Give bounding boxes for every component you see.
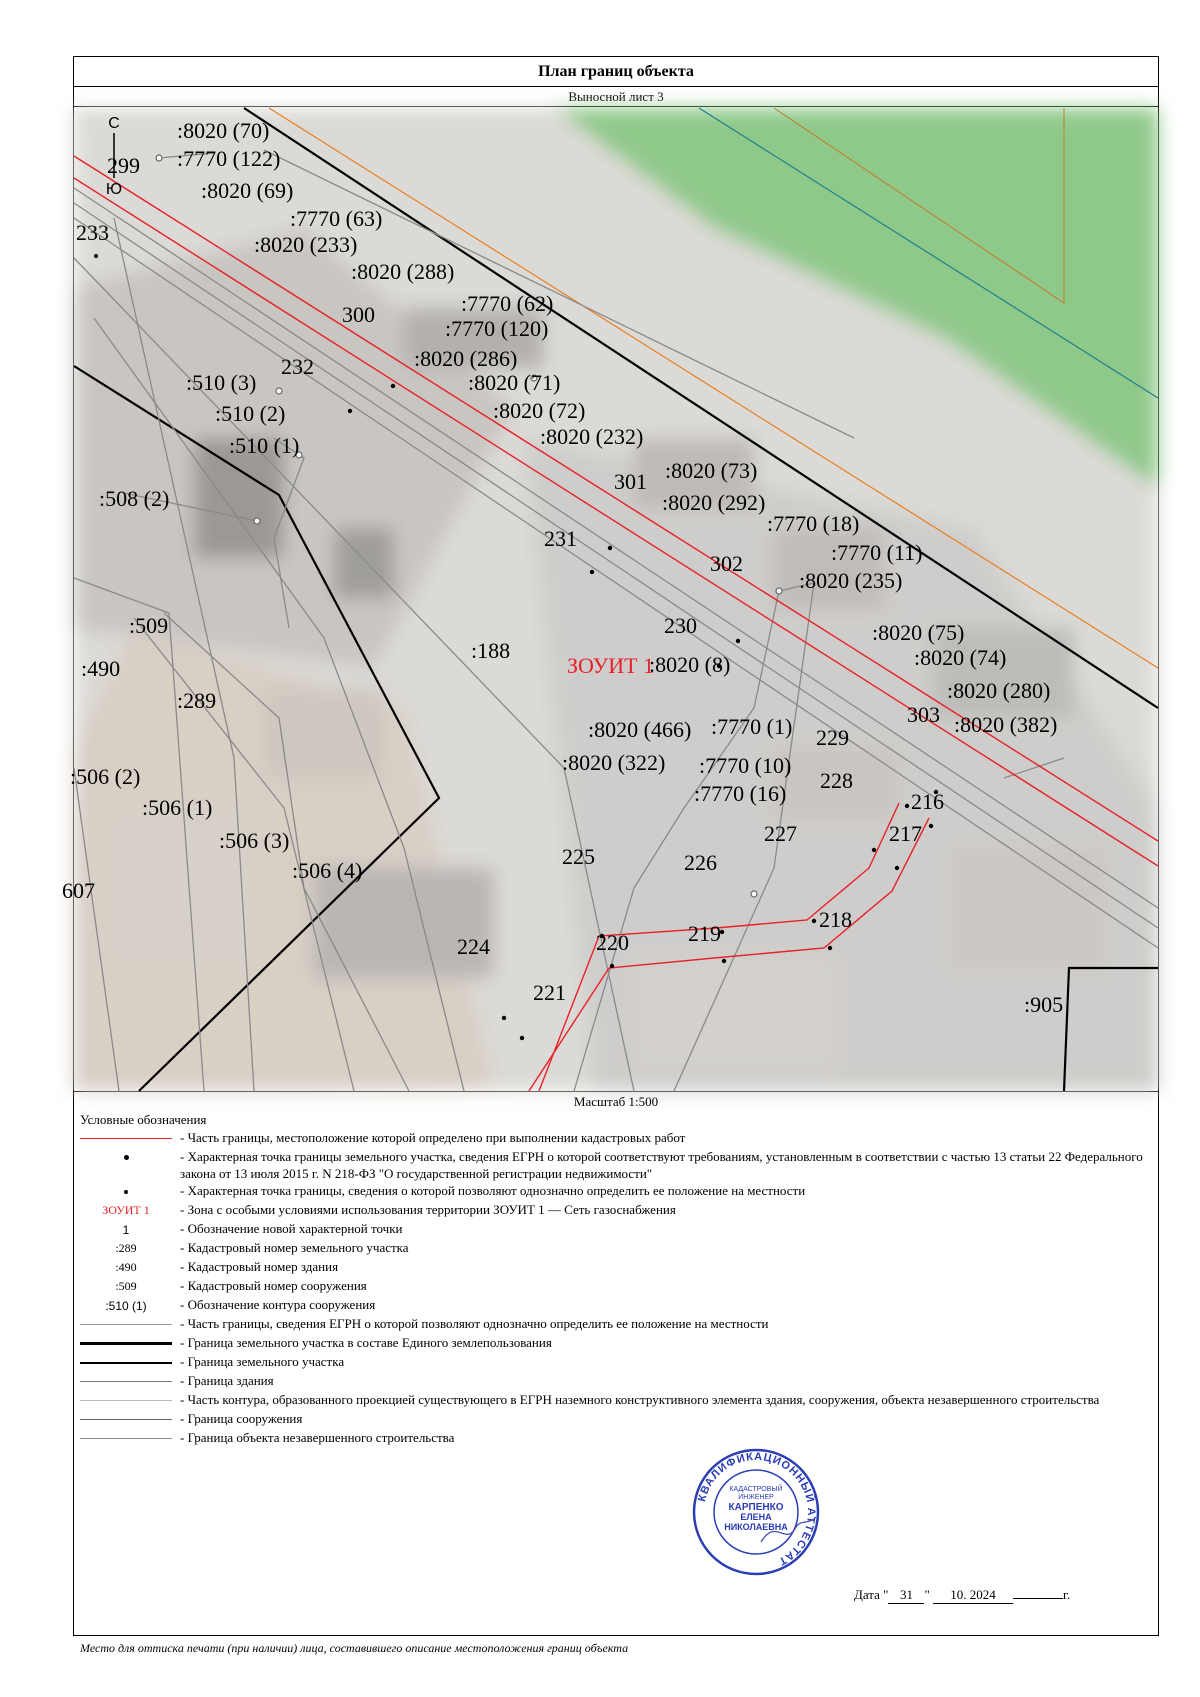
- map-label: 300: [342, 302, 375, 327]
- legend-text: - Кадастровый номер земельного участка: [180, 1240, 409, 1255]
- legend-item: [78, 1353, 1154, 1372]
- legend-symbol-structure-line: [78, 1410, 174, 1429]
- legend-text: - Граница земельного участка в составе Единого землепользования: [180, 1335, 552, 1350]
- date-month-year: 10. 2024: [933, 1587, 1013, 1604]
- legend-item: [78, 1220, 1154, 1239]
- legend-text: - Граница объекта незавершенного строительства: [180, 1430, 455, 1445]
- legend-text: - Граница здания: [180, 1373, 274, 1388]
- map-label: :7770 (120): [445, 316, 549, 341]
- map-label: 219: [688, 921, 721, 946]
- south-label: Ю: [105, 181, 123, 198]
- map-label: :510 (1): [229, 433, 300, 458]
- legend-item: [78, 1372, 1154, 1391]
- legend-symbol-black-line: [78, 1353, 174, 1372]
- map-label: 233: [76, 220, 109, 245]
- footnote: Место для оттиска печати (при наличии) лица, составившего описание местоположения границ объекта: [80, 1641, 629, 1655]
- map-label: :7770 (62): [461, 291, 554, 316]
- legend-symbol-building-number: :490: [115, 1260, 137, 1274]
- map-label: 227: [764, 821, 797, 846]
- map-label: :905: [1024, 992, 1064, 1017]
- page-title: План границ объекта: [74, 57, 1158, 87]
- map-label: 301: [614, 469, 647, 494]
- map-label: :188: [471, 638, 511, 663]
- legend-text: - Граница сооружения: [180, 1411, 303, 1426]
- legend-symbol-structure-number: :509: [115, 1279, 137, 1293]
- map-label: :510 (3): [186, 370, 257, 395]
- legend-text: - Зона с особыми условиями использования территории ЗОУИТ 1 — Сеть газоснабжения: [180, 1202, 676, 1217]
- zone-label: ЗОУИТ 1: [567, 653, 655, 678]
- legend-symbol-small-dot: [78, 1182, 174, 1201]
- map-label: :7770 (1): [711, 714, 793, 739]
- map-label: :7770 (122): [177, 146, 281, 171]
- legend-text: - Обозначение новой характерной точки: [180, 1221, 403, 1236]
- stamp-line: ИНЖЕНЕР: [738, 1494, 774, 1501]
- legend-text: - Часть контура, образованного проекцией существующего в ЕГРН наземного конструктивного элемента здания, сооружения, объекта незавершенного строительства: [180, 1392, 1100, 1407]
- map-label: :8020 (466): [588, 717, 692, 742]
- legend-symbol-parcel-number: :289: [115, 1241, 137, 1255]
- stamp-line: НИКОЛАЕВНА: [724, 1522, 788, 1532]
- map-label: :8020 (73): [665, 458, 758, 483]
- map-label: :8020 (71): [468, 370, 561, 395]
- legend-symbol-point-number: 1: [122, 1222, 130, 1237]
- legend-item: [78, 1315, 1154, 1334]
- date-blank: [1013, 1598, 1063, 1599]
- map-area[interactable]: [62, 108, 1158, 1092]
- legend-symbol-unfinished-line: [78, 1429, 174, 1448]
- map-label: 224: [457, 934, 490, 959]
- map-label: :506 (1): [142, 795, 213, 820]
- map-label: :8020 (233): [254, 232, 358, 257]
- map-label: :506 (3): [219, 828, 290, 853]
- map-label: :8020 (70): [177, 118, 270, 143]
- legend-item: [78, 1182, 1154, 1201]
- legend-text: - Характерная точка границы, сведения о которой позволяют однозначно определить ее положение на местности: [180, 1183, 806, 1198]
- legend-text: - Часть границы, местоположение которой определено при выполнении кадастровых работ: [180, 1130, 686, 1145]
- legend-item: [78, 1148, 1154, 1182]
- map-label: :8020 (74): [914, 645, 1007, 670]
- legend-text: - Граница земельного участка: [180, 1354, 345, 1369]
- legend-symbol-thick-black-line: [78, 1334, 174, 1353]
- legend-symbol-zone: ЗОУИТ 1: [102, 1203, 150, 1217]
- map-label: :7770 (16): [694, 781, 787, 806]
- legend-item: [78, 1201, 1154, 1220]
- date-prefix: Дата ": [854, 1587, 889, 1602]
- map-label: :506 (4): [292, 858, 363, 883]
- map-label: 299: [107, 153, 140, 178]
- map-label: :7770 (18): [767, 511, 860, 536]
- map-label: 225: [562, 844, 595, 869]
- map-label: 230: [664, 613, 697, 638]
- map-label: :8020 (232): [540, 424, 644, 449]
- legend-item: [78, 1258, 1154, 1277]
- legend-symbol-contour: :510 (1): [105, 1298, 147, 1313]
- map-label: :8020 (280): [947, 678, 1051, 703]
- map-label: :8020 (288): [351, 259, 455, 284]
- legend-text: - Кадастровый номер здания: [180, 1259, 339, 1274]
- legend-symbol-contour-line: [78, 1391, 174, 1410]
- map-label: 217: [889, 821, 922, 846]
- map-label: :7770 (63): [290, 206, 383, 231]
- page-subtitle: Выносной лист 3: [74, 87, 1158, 107]
- map-label: :8020 (8): [649, 652, 731, 677]
- legend-item: [78, 1391, 1154, 1410]
- map-label: 228: [820, 768, 853, 793]
- legend-text: - Характерная точка границы земельного участка, сведения ЕГРН о которой соответствуют требованиям, установленным в соответствии с частью 13 статьи 22 Федерального закона от 13 июля 2015 г. N 218-ФЗ "О государственной регистрации недвижимости": [180, 1149, 1143, 1181]
- map-label: 303: [907, 702, 940, 727]
- map-label: 218: [819, 907, 852, 932]
- legend-item: [78, 1277, 1154, 1296]
- map-label: 232: [281, 354, 314, 379]
- map-label: 231: [544, 526, 577, 551]
- date-line: [854, 1587, 1070, 1604]
- legend-text: - Часть границы, сведения ЕГРН о которой позволяют однозначно определить ее положение на местности: [180, 1316, 769, 1331]
- legend-item: [78, 1296, 1154, 1315]
- legend-title: Условные обозначения: [80, 1112, 207, 1127]
- map-label: :510 (2): [215, 401, 286, 426]
- map-label: :8020 (72): [493, 398, 586, 423]
- legend: [78, 1129, 1154, 1448]
- map-label: :8020 (292): [662, 490, 766, 515]
- map-label: :8020 (235): [799, 568, 903, 593]
- date-mid: ": [924, 1587, 930, 1602]
- map-label: :8020 (75): [872, 620, 965, 645]
- legend-item: [78, 1239, 1154, 1258]
- scale-label: Масштаб 1:500: [573, 1094, 659, 1109]
- legend-text: - Обозначение контура сооружения: [180, 1297, 376, 1312]
- map-label: :289: [177, 688, 217, 713]
- map-label: :490: [81, 656, 121, 681]
- legend-item: [78, 1410, 1154, 1429]
- legend-symbol-building-line: [78, 1372, 174, 1391]
- map-label: :7770 (10): [699, 753, 792, 778]
- map-label: :8020 (322): [562, 750, 666, 775]
- date-suffix: г.: [1063, 1587, 1071, 1602]
- map-label: :8020 (286): [414, 346, 518, 371]
- map-label: :8020 (69): [201, 178, 294, 203]
- map-label: :508 (2): [99, 486, 170, 511]
- stamp-seal: [691, 1447, 821, 1577]
- plan-frame: [62, 56, 1159, 1655]
- legend-symbol-gray-thin-line: [78, 1315, 174, 1334]
- legend-item: [78, 1429, 1154, 1448]
- north-label: С: [108, 115, 120, 132]
- map-label: :7770 (11): [831, 540, 923, 565]
- map-svg[interactable]: [62, 108, 1158, 1091]
- map-label: :8020 (382): [954, 712, 1058, 737]
- map-label: 216: [911, 789, 944, 814]
- legend-symbol-big-dot: [78, 1148, 174, 1167]
- legend-item: [78, 1334, 1154, 1353]
- map-label: :509: [129, 613, 169, 638]
- stamp-line: КАДАСТРОВЫЙ: [729, 1486, 783, 1493]
- map-label: 607: [62, 878, 95, 903]
- stamp-line: КАРПЕНКО: [728, 1502, 784, 1513]
- map-label: 229: [816, 725, 849, 750]
- legend-symbol-red-line: [78, 1129, 174, 1148]
- date-day: 31: [888, 1587, 924, 1604]
- legend-text: - Кадастровый номер сооружения: [180, 1278, 367, 1293]
- map-label: 220: [596, 930, 629, 955]
- stamp-line: ЕЛЕНА: [740, 1512, 772, 1522]
- map-label: 226: [684, 850, 717, 875]
- map-label: :506 (2): [70, 764, 141, 789]
- legend-item: [78, 1129, 1154, 1148]
- stamp-ring-text: КВАЛИФИКАЦИОННЫЙ АТТЕСТАТ: [696, 1450, 818, 1568]
- map-label: 302: [710, 551, 743, 576]
- map-label: 221: [533, 980, 566, 1005]
